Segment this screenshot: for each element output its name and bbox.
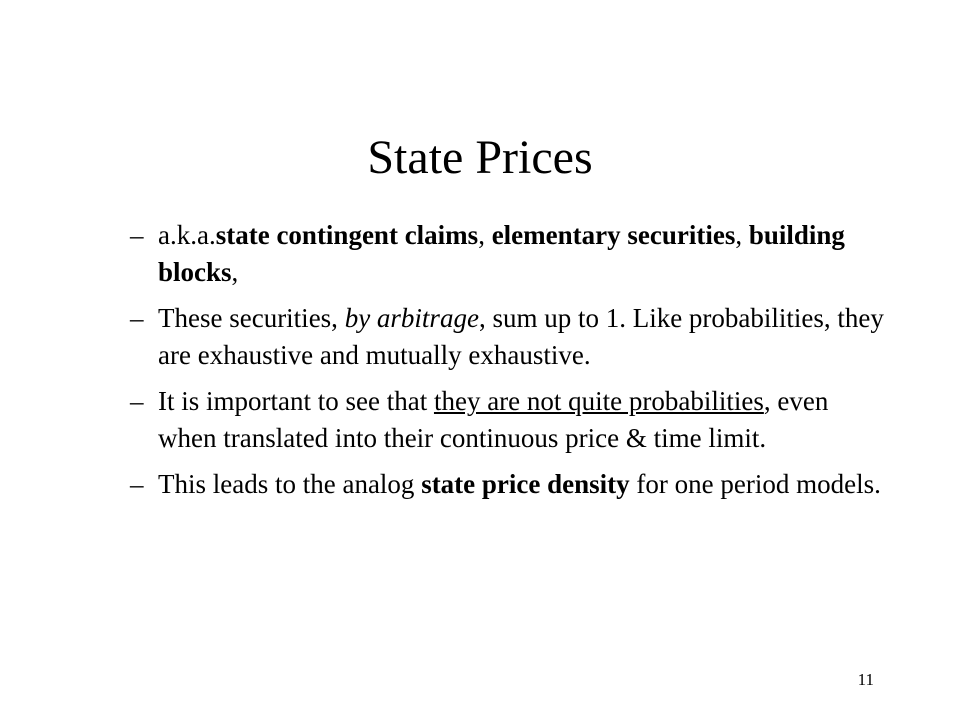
- bold-term: building blocks: [158, 220, 845, 287]
- bold-term: state contingent claims: [215, 220, 479, 250]
- bullet-text: [158, 220, 845, 287]
- bullet-text: [158, 303, 884, 370]
- text-run: These securities,: [158, 303, 345, 333]
- text-run: , even when translated into their continuous price & time limit.: [158, 386, 829, 453]
- italic-term: by arbitrage: [344, 303, 479, 333]
- text-run: , sum up to 1. Like probabilities, they are exhaustive and mutually exhaustive.: [158, 303, 884, 370]
- slide-title: State Prices: [367, 131, 593, 185]
- underlined-term: they are not quite probabilities: [433, 386, 764, 416]
- page-number: 11: [857, 670, 874, 689]
- text-run: a.k.a.: [158, 220, 216, 250]
- bullet-item: [130, 217, 890, 291]
- text-run: It is important to see that: [158, 386, 434, 416]
- bold-term: elementary securities: [491, 220, 736, 250]
- text-run: ,: [735, 220, 749, 250]
- bold-term: state price density: [421, 469, 630, 499]
- bullet-item: [130, 466, 890, 503]
- text-run: for one period models.: [629, 469, 881, 499]
- bullet-text: [158, 469, 881, 499]
- text-run: This leads to the analog: [158, 469, 422, 499]
- text-run: ,: [478, 220, 492, 250]
- bullet-marker: –: [130, 303, 144, 333]
- bullet-marker: –: [130, 386, 144, 416]
- text-run: ,: [231, 257, 239, 287]
- bullet-text: [158, 386, 828, 453]
- bullet-item: [130, 383, 890, 457]
- bullet-item: [130, 300, 890, 374]
- bullet-list: [130, 217, 890, 512]
- bullet-marker: –: [130, 469, 144, 499]
- bullet-marker: –: [130, 220, 144, 250]
